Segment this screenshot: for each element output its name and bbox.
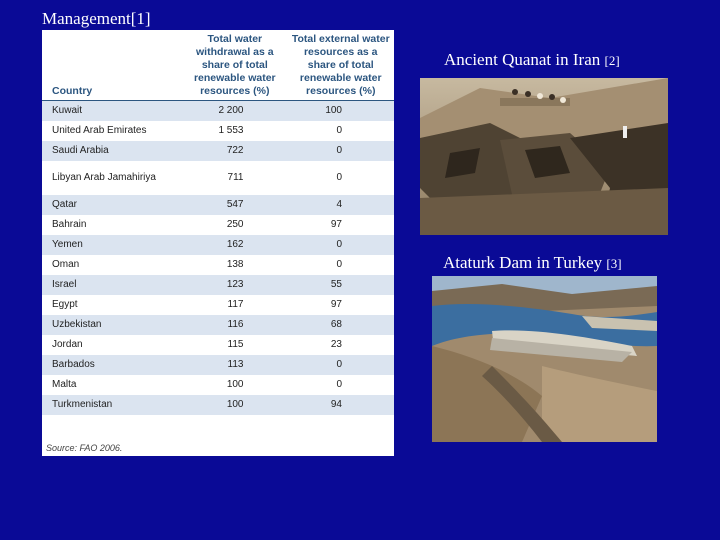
cell-external: 0 [336, 259, 342, 270]
cell-external: 97 [330, 299, 342, 310]
cell-country: Saudi Arabia [52, 145, 109, 156]
cell-external: 0 [336, 239, 342, 250]
cell-external: 55 [330, 279, 342, 290]
table-row [42, 315, 394, 335]
cell-external: 23 [330, 339, 342, 350]
cell-withdrawal: 113 [227, 359, 244, 370]
table-row [42, 355, 394, 375]
cell-country: Malta [52, 379, 77, 390]
cell-withdrawal: 2 200 [218, 105, 244, 116]
cell-country: United Arab Emirates [52, 125, 147, 136]
cell-withdrawal: 123 [226, 279, 244, 290]
cell-external: 0 [336, 125, 342, 136]
table-row [42, 121, 394, 141]
cell-external: 0 [336, 145, 342, 156]
cell-external: 97 [330, 219, 342, 230]
water-resources-table [42, 30, 394, 415]
table-row [42, 101, 394, 122]
photo-ataturk-dam [432, 276, 657, 442]
cell-external: 0 [336, 172, 342, 183]
cell-country: Oman [52, 259, 80, 270]
table-row [42, 195, 394, 215]
cell-withdrawal: 547 [226, 199, 244, 210]
cell-withdrawal: 100 [226, 379, 244, 390]
cell-country: Kuwait [52, 105, 83, 116]
header-country: Country [42, 30, 182, 101]
table-row [42, 335, 394, 355]
table-header-row [42, 30, 394, 101]
cell-withdrawal: 722 [226, 145, 244, 156]
cell-external: 0 [336, 379, 342, 390]
caption-ref: [3] [606, 256, 622, 271]
cell-withdrawal: 100 [226, 399, 244, 410]
cell-withdrawal: 115 [227, 339, 244, 350]
cell-country: Libyan Arab Jamahiriya [52, 172, 156, 183]
cell-external: 68 [330, 319, 342, 330]
cell-country: Barbados [52, 359, 95, 370]
table-row [42, 375, 394, 395]
cell-external: 94 [330, 399, 342, 410]
cell-withdrawal: 162 [226, 239, 244, 250]
table-body [42, 101, 394, 416]
cell-withdrawal: 117 [227, 299, 244, 310]
header-external: Total external water resources as a share of total renewable water resources (%) [288, 30, 395, 101]
cell-country: Qatar [52, 199, 78, 210]
cell-country: Jordan [52, 339, 83, 350]
cell-withdrawal: 711 [227, 172, 244, 183]
table-row [42, 275, 394, 295]
caption-text: Ancient Quanat in Iran [444, 50, 601, 69]
image-caption-ataturk [443, 253, 622, 273]
water-resources-table-panel [42, 30, 394, 456]
table-source: Source: FAO 2006. [46, 443, 123, 453]
cell-country: Yemen [52, 239, 83, 250]
cell-withdrawal: 138 [226, 259, 244, 270]
cell-withdrawal: 116 [227, 319, 244, 330]
cell-external: 4 [336, 199, 342, 210]
table-row [42, 161, 394, 195]
table-row [42, 235, 394, 255]
cell-country: Bahrain [52, 219, 87, 230]
cell-country: Israel [52, 279, 77, 290]
caption-text: Ataturk Dam in Turkey [443, 253, 603, 272]
cell-country: Egypt [52, 299, 78, 310]
cell-country: Uzbekistan [52, 319, 102, 330]
image-caption-iran [444, 50, 620, 70]
caption-ref: [2] [604, 53, 620, 68]
cell-external: 100 [325, 105, 342, 116]
table-row [42, 395, 394, 415]
table-row [42, 255, 394, 275]
cell-external: 0 [336, 359, 342, 370]
cell-withdrawal: 1 553 [218, 125, 244, 136]
table-row [42, 141, 394, 161]
cell-country: Turkmenistan [52, 399, 113, 410]
photo-ancient-qanat [420, 78, 668, 235]
table-row [42, 215, 394, 235]
header-withdrawal: Total water withdrawal as a share of total renewable water resources (%) [182, 30, 287, 101]
table-row [42, 295, 394, 315]
cell-withdrawal: 250 [226, 219, 244, 230]
slide-title: Management[1] [42, 9, 151, 28]
